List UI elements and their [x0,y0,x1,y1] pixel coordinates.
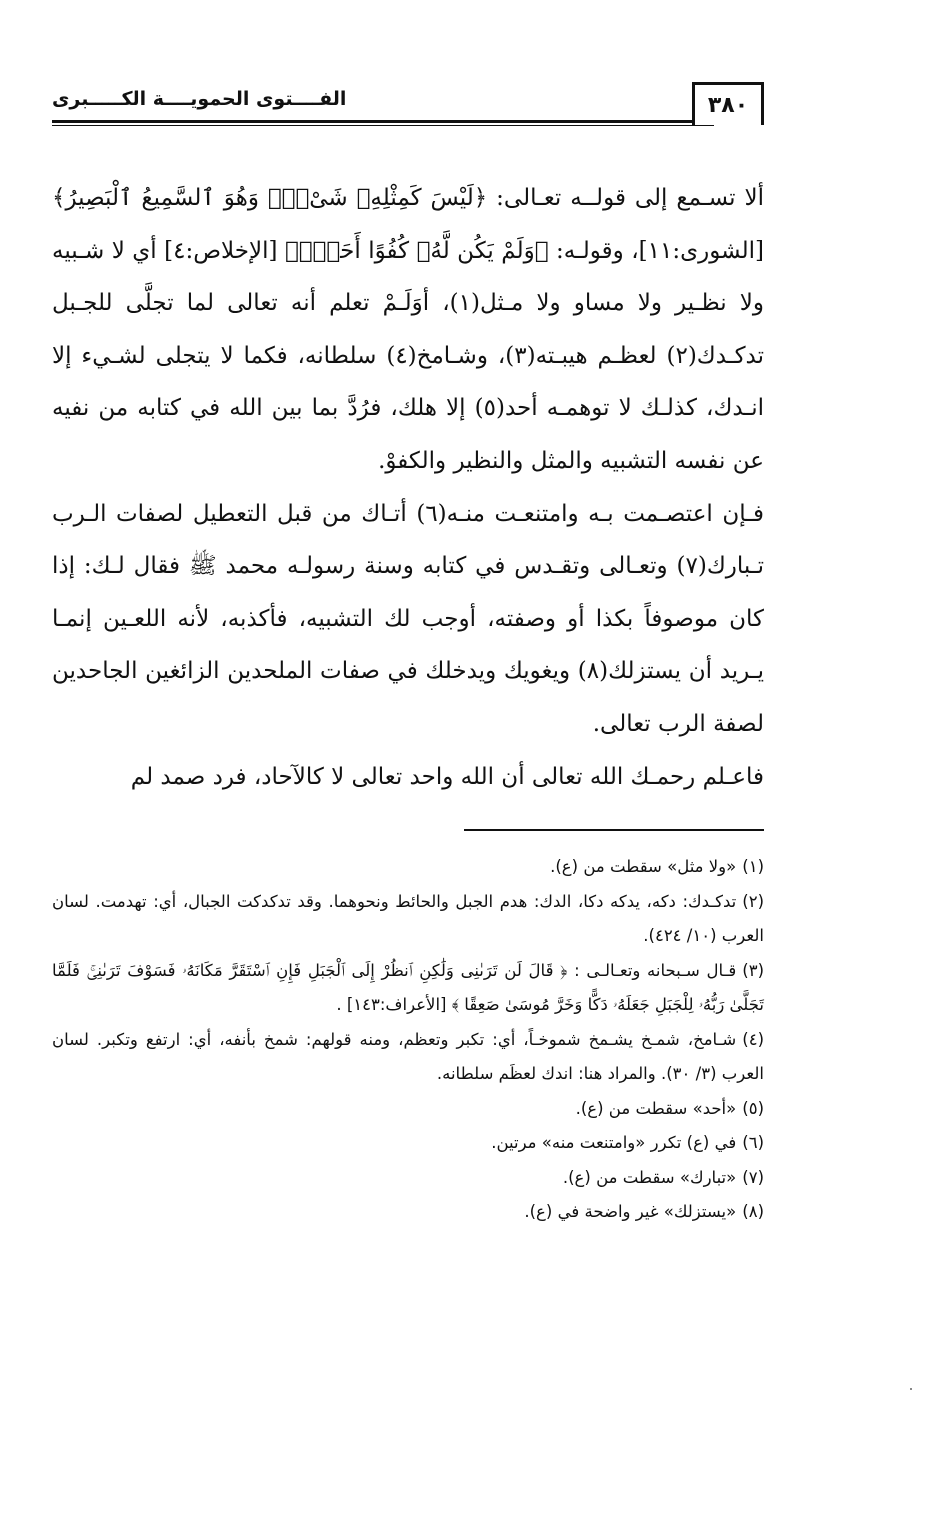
footnote [52,954,764,1023]
footnote-text: قـال سـبحانه وتعـالـى : ﴿ قَالَ لَن تَرَىٰنِى وَلَٰكِنِ ٱنظُرْ إِلَى ٱلْجَبَلِ فَإِنِ ٱسْتَقَرَّ مَكَانَهُۥ فَسَوْفَ تَرَىٰنِىۚ فَلَمَّا تَجَلَّىٰ رَبُّهُۥ لِلْجَبَلِ جَعَلَهُۥ دَكًّا وَخَرَّ مُوسَىٰ صَعِقًا ﴾ [الأعراف:١٤٣] . [52,960,764,1014]
footnote-text: شـامخ، شمـخ يشـمخ شموخـاً، أي: تكبر وتعظم، ومنه قولهم: شمخ بأنفه، أي: ارتفع وتكبر. لسان العرب (٣/ ٣٠). والمراد هنا: اندك لعظَم سلطانه. [52,1029,764,1083]
footnote [52,850,764,885]
footnote [52,1195,764,1230]
running-title: الفــــتوى الحمويــــة الكـــــبرى [52,88,347,110]
scan-dot [910,1388,912,1390]
footnote [52,1023,764,1092]
footnote-number: (٤) [742,1029,764,1049]
footnote-separator [464,829,764,831]
footnote-number: (٢) [742,891,764,911]
footnote [52,885,764,954]
footnote [52,1092,764,1127]
paragraph: ألا تسـمع إلى قولــه تعـالى: ﴿لَيْسَ كَمِثْلِهِۦ شَىْءٌۖ وَهُوَ ٱلسَّمِيعُ ٱلْبَصِيرُ﴾ [الشورى:١١]، وقولـه: ﴿وَلَمْ يَكُن لَّهُۥ كُفُوًا أَحَدٌۢ﴾ [الإخلاص:٤] أي لا شـبيه ولا نظـير ولا مساو ولا مـثل(١)، أوَلَـمْ تعلم أنه تعالى لما تجلَّى للجـبل تدكـدك(٢) لعظـم هيبـته(٣)، وشـامخ(٤) سلطانه، فكما لا يتجلى لشـيء إلا انـدك، كذلـك لا توهمـه أحد(٥) إلا هلك، فرُدَّ بما بين الله في كتابه من نفيه عن نفسه التشبيه والمثل والنظير والكفوْ. [52,185,765,474]
footnote [52,1126,764,1161]
footnote [52,1161,764,1196]
footnote-text: «يستزلك» غير واضحة في (ع). [524,1202,737,1221]
footnote-number: (٨) [742,1202,764,1221]
footnote-text: «تبارك» سقطت من (ع). [562,1167,737,1187]
footnote-number: (١) [742,857,764,876]
header-rule [52,120,714,126]
page-number: ٣٨٠ [692,82,764,125]
footnote-text: «ولا مثل» سقطت من (ع). [550,857,737,876]
main-text [52,172,764,803]
paragraph: فاعـلم رحمـك الله تعالى أن الله واحد تعالى لا كالآحاد، فرد صمد لم [130,763,764,790]
footnote-number: (٥) [742,1098,764,1118]
footnote-number: (٧) [742,1167,764,1187]
footnote-text: في (ع) تكرر «وامتنعت منه» مرتين. [491,1133,737,1152]
footnotes [52,850,764,1230]
footnote-text: «أحد» سقطت من (ع). [575,1098,737,1118]
paragraph: فـإن اعتصـمت بـه وامتنعـت منـه(٦) أتـاك من قبل التعطيل لصفات الـرب تـبارك(٧) وتعـالى وتقـدس في كتابه وسنة رسولـه محمد ﷺ فقال لـك: إذا كان موصوفاً بكذا أو وصفته، أوجب لك التشبيه، فأكذبه، لأنه اللعـين إنمـا يـريد أن يستزلك(٨) ويغويك ويدخلك في صفات الملحدين الزائغين الجاحدين لصفة الرب تعالى. [52,500,764,737]
footnote-number: (٦) [742,1133,764,1152]
footnote-number: (٣) [742,960,764,980]
page-header [52,82,764,138]
footnote-text: تدكـدك: دكه، يدكه دكا، الدك: هدم الجبل والحائط ونحوهما. وقد تدكدكت الجبال، أي: تهدمت. لسان العرب (١٠/ ٤٢٤). [52,891,764,945]
